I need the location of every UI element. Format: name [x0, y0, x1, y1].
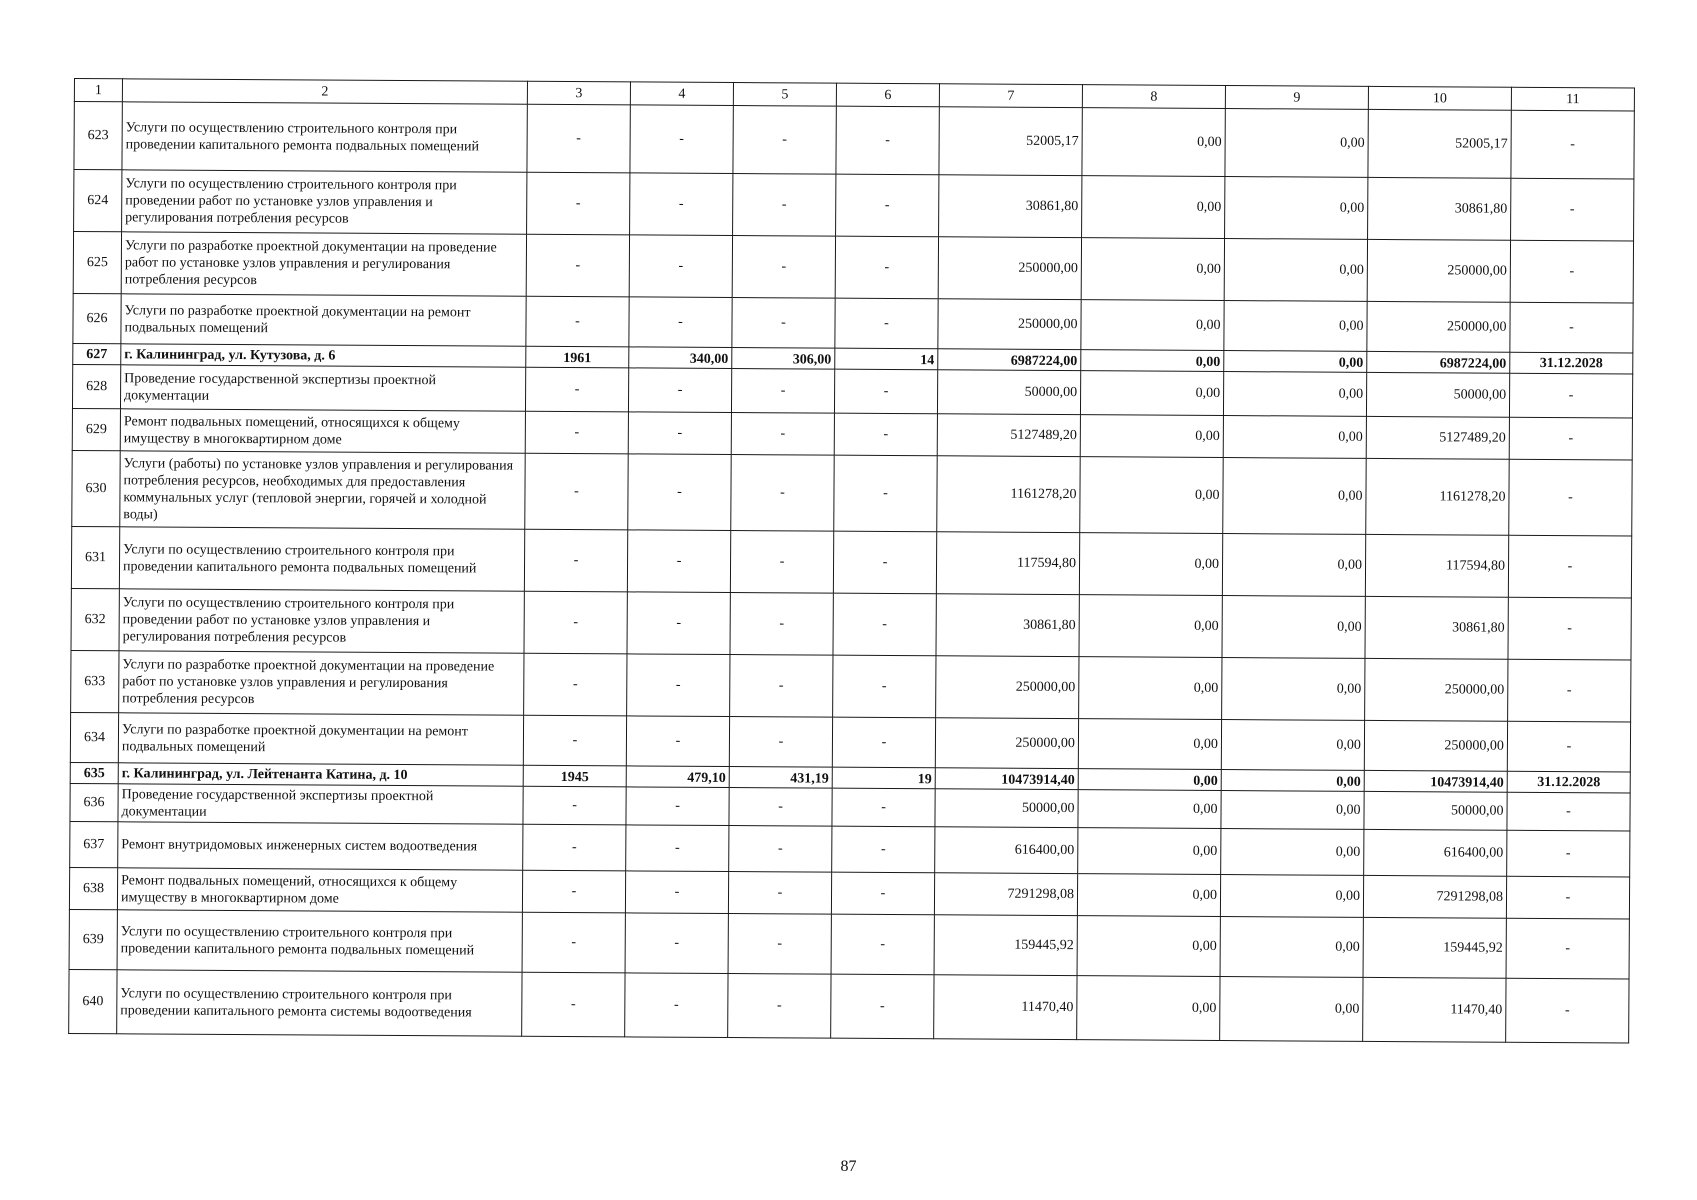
- area-living-cell: -: [732, 298, 835, 349]
- cost-col9-cell: 0,00: [1220, 977, 1363, 1042]
- row-number: 638: [69, 867, 117, 909]
- row-number: 635: [70, 762, 118, 783]
- year-cell: -: [523, 824, 626, 871]
- work-description: Ремонт внутридомовых инженерных систем водоотведения: [118, 822, 523, 870]
- area-living-cell: -: [729, 717, 832, 768]
- area-total-cell: -: [628, 412, 731, 455]
- cost-col10-cell: 30861,80: [1365, 596, 1508, 659]
- work-description: Услуги по осуществлению строительного контроля при проведении капитального ремонта системы водоотведения: [117, 970, 522, 1036]
- budget-table: [68, 78, 1635, 1044]
- table-row: [71, 650, 1631, 722]
- row-number: 632: [71, 588, 119, 650]
- row-number: 623: [74, 102, 122, 170]
- residents-cell: -: [833, 593, 936, 656]
- deadline-cell: 31.12.2028: [1507, 771, 1630, 793]
- deadline-cell: -: [1508, 535, 1631, 598]
- residents-cell: -: [834, 455, 937, 532]
- table-row: [71, 588, 1631, 660]
- work-description: Услуги по осуществлению строительного контроля при проведении капитального ремонта подвальных помещений: [122, 102, 527, 172]
- header-cell: 10: [1368, 86, 1511, 110]
- area-living-cell: -: [731, 455, 834, 532]
- year-cell: -: [523, 715, 626, 766]
- area-total-cell: -: [627, 654, 730, 717]
- residents-cell: -: [831, 974, 934, 1039]
- total-cost-cell: 11470,40: [934, 975, 1077, 1040]
- area-total-cell: -: [630, 105, 733, 174]
- residents-cell: 14: [835, 348, 938, 370]
- cost-col8-cell: 0,00: [1078, 828, 1221, 875]
- area-total-cell: 479,10: [626, 766, 729, 788]
- area-living-cell: -: [729, 788, 832, 827]
- residents-cell: -: [833, 531, 936, 594]
- work-description: Услуги по осуществлению строительного контроля при проведении капитального ремонта подвальных помещений: [119, 527, 524, 591]
- area-living-cell: -: [731, 369, 834, 414]
- total-cost-cell: 5127489,20: [937, 414, 1080, 457]
- area-living-cell: 306,00: [732, 348, 835, 370]
- total-cost-cell: 616400,00: [935, 827, 1078, 874]
- work-description: г. Калининград, ул. Кутузова, д. 6: [121, 344, 526, 367]
- area-total-cell: -: [628, 454, 731, 531]
- area-total-cell: -: [626, 716, 729, 767]
- year-cell: 1945: [523, 765, 626, 787]
- total-cost-cell: 250000,00: [935, 718, 1078, 769]
- area-total-cell: -: [627, 592, 730, 655]
- deadline-cell: -: [1511, 110, 1634, 179]
- cost-col10-cell: 10473914,40: [1364, 770, 1507, 792]
- table-row: [74, 170, 1634, 242]
- cost-col9-cell: 0,00: [1224, 301, 1367, 352]
- cost-col8-cell: 0,00: [1079, 595, 1222, 658]
- cost-col10-cell: 30861,80: [1368, 177, 1511, 240]
- cost-col8-cell: 0,00: [1081, 350, 1224, 372]
- deadline-cell: -: [1508, 597, 1631, 660]
- row-number: 639: [69, 909, 117, 969]
- header-cell: 7: [939, 84, 1082, 108]
- cost-col8-cell: 0,00: [1082, 108, 1225, 177]
- work-description: Услуги по осуществлению строительного контроля при проведении работ по установке узлов управления и регулирования потребления ресурсов: [119, 589, 524, 653]
- year-cell: -: [526, 296, 629, 347]
- deadline-cell: 31.12.2028: [1510, 352, 1633, 374]
- row-number: 637: [70, 821, 118, 867]
- header-cell: 3: [527, 81, 630, 105]
- cost-col9-cell: 0,00: [1224, 351, 1367, 373]
- deadline-cell: -: [1510, 302, 1633, 353]
- area-living-cell: -: [730, 531, 833, 594]
- area-total-cell: -: [628, 368, 731, 413]
- row-number: 625: [73, 232, 121, 294]
- cost-col10-cell: 1161278,20: [1366, 458, 1509, 535]
- area-living-cell: -: [728, 974, 831, 1039]
- cost-col10-cell: 11470,40: [1363, 977, 1506, 1042]
- cost-col8-cell: 0,00: [1081, 238, 1224, 301]
- total-cost-cell: 10473914,40: [935, 768, 1078, 790]
- cost-col8-cell: 0,00: [1077, 874, 1220, 917]
- year-cell: -: [524, 653, 627, 716]
- row-number: 628: [72, 364, 120, 408]
- residents-cell: -: [832, 788, 935, 827]
- cost-col10-cell: 250000,00: [1367, 239, 1510, 302]
- row-number: 627: [73, 343, 121, 364]
- work-description: Услуги по осуществлению строительного контроля при проведении капитального ремонта подвальных помещений: [117, 910, 522, 972]
- cost-col10-cell: 6987224,00: [1367, 351, 1510, 373]
- total-cost-cell: 250000,00: [938, 237, 1081, 300]
- header-cell: 4: [630, 82, 733, 106]
- deadline-cell: -: [1507, 830, 1630, 877]
- area-total-cell: -: [627, 530, 730, 593]
- deadline-cell: -: [1506, 918, 1629, 979]
- residents-cell: -: [833, 655, 936, 718]
- cost-col8-cell: 0,00: [1078, 769, 1221, 791]
- cost-col10-cell: 616400,00: [1364, 829, 1507, 876]
- area-living-cell: -: [733, 174, 836, 237]
- cost-col9-cell: 0,00: [1221, 791, 1364, 830]
- year-cell: -: [524, 529, 627, 592]
- row-number: 626: [73, 293, 121, 343]
- total-cost-cell: 117594,80: [936, 532, 1079, 595]
- cost-col9-cell: 0,00: [1220, 917, 1363, 978]
- cost-col10-cell: 250000,00: [1367, 301, 1510, 352]
- cost-col8-cell: 0,00: [1077, 916, 1220, 977]
- header-cell: 2: [122, 79, 527, 104]
- row-number: 630: [72, 450, 120, 526]
- area-total-cell: -: [630, 173, 733, 236]
- deadline-cell: -: [1509, 373, 1632, 418]
- cost-col9-cell: 0,00: [1221, 829, 1364, 876]
- total-cost-cell: 50000,00: [935, 789, 1078, 828]
- cost-col9-cell: 0,00: [1223, 416, 1366, 459]
- residents-cell: -: [832, 717, 935, 768]
- deadline-cell: -: [1509, 417, 1632, 460]
- area-total-cell: -: [626, 787, 729, 826]
- residents-cell: -: [834, 369, 937, 414]
- year-cell: -: [527, 172, 630, 235]
- work-description: г. Калининград, ул. Лейтенанта Катина, д. 10: [118, 763, 523, 786]
- deadline-cell: -: [1507, 721, 1630, 772]
- cost-col10-cell: 50000,00: [1364, 791, 1507, 830]
- cost-col10-cell: 5127489,20: [1366, 416, 1509, 459]
- total-cost-cell: 30861,80: [936, 594, 1079, 657]
- table-row: [73, 232, 1633, 304]
- residents-cell: -: [836, 106, 939, 175]
- area-total-cell: -: [629, 297, 732, 348]
- header-cell: 8: [1082, 85, 1225, 109]
- cost-col9-cell: 0,00: [1225, 109, 1368, 178]
- total-cost-cell: 50000,00: [937, 370, 1080, 415]
- area-total-cell: -: [625, 913, 728, 974]
- year-cell: -: [526, 234, 629, 297]
- deadline-cell: -: [1506, 978, 1629, 1043]
- year-cell: -: [527, 104, 630, 173]
- year-cell: -: [525, 453, 628, 530]
- table-row: [74, 102, 1634, 180]
- total-cost-cell: 250000,00: [938, 299, 1081, 350]
- area-total-cell: -: [629, 235, 732, 298]
- residents-cell: -: [831, 872, 934, 915]
- cost-col9-cell: 0,00: [1221, 720, 1364, 771]
- header-cell: 9: [1225, 86, 1368, 110]
- cost-col8-cell: 0,00: [1078, 790, 1221, 829]
- area-living-cell: 431,19: [729, 767, 832, 789]
- residents-cell: 19: [832, 767, 935, 789]
- header-cell: 11: [1511, 87, 1634, 111]
- work-description: Услуги по осуществлению строительного контроля при проведении работ по установке узлов управления и регулирования потребления ресурсов: [122, 170, 527, 234]
- residents-cell: -: [831, 914, 934, 975]
- cost-col10-cell: 159445,92: [1363, 917, 1506, 978]
- year-cell: 1961: [526, 346, 629, 368]
- cost-col9-cell: 0,00: [1223, 372, 1366, 417]
- total-cost-cell: 1161278,20: [937, 456, 1080, 533]
- deadline-cell: -: [1508, 659, 1631, 722]
- total-cost-cell: 30861,80: [939, 175, 1082, 238]
- table-row: [71, 526, 1631, 598]
- deadline-cell: -: [1509, 459, 1632, 536]
- area-living-cell: -: [731, 413, 834, 456]
- total-cost-cell: 6987224,00: [938, 349, 1081, 371]
- cost-col10-cell: 50000,00: [1366, 372, 1509, 417]
- row-number: 633: [71, 650, 119, 712]
- row-number: 640: [69, 969, 117, 1033]
- total-cost-cell: 7291298,08: [934, 873, 1077, 916]
- total-cost-cell: 52005,17: [939, 107, 1082, 176]
- header-cell: 5: [733, 83, 836, 107]
- cost-col8-cell: 0,00: [1081, 300, 1224, 351]
- deadline-cell: -: [1511, 178, 1634, 241]
- area-total-cell: 340,00: [629, 347, 732, 369]
- residents-cell: -: [832, 826, 935, 873]
- work-description: Услуги по разработке проектной документации на ремонт подвальных помещений: [118, 713, 523, 765]
- area-total-cell: -: [625, 973, 728, 1038]
- year-cell: -: [522, 972, 625, 1037]
- area-total-cell: -: [626, 825, 729, 872]
- cost-col9-cell: 0,00: [1225, 177, 1368, 240]
- residents-cell: -: [835, 298, 938, 349]
- residents-cell: -: [836, 174, 939, 237]
- work-description: Услуги по разработке проектной документации на проведение работ по установке узлов управления и регулирования потребления ресурсов: [119, 651, 524, 715]
- row-number: 634: [70, 712, 118, 762]
- work-description: Ремонт подвальных помещений, относящихся к общему имуществу в многоквартирном доме: [120, 409, 525, 453]
- deadline-cell: -: [1510, 240, 1633, 303]
- year-cell: -: [522, 870, 625, 913]
- cost-col9-cell: 0,00: [1221, 770, 1364, 792]
- cost-col8-cell: 0,00: [1077, 976, 1220, 1041]
- deadline-cell: -: [1507, 792, 1630, 831]
- cost-col8-cell: 0,00: [1080, 371, 1223, 416]
- year-cell: -: [522, 912, 625, 973]
- cost-col10-cell: 250000,00: [1365, 658, 1508, 721]
- table-body: [69, 79, 1635, 1044]
- deadline-cell: -: [1506, 876, 1629, 919]
- row-number: 631: [71, 526, 119, 588]
- work-description: Услуги по разработке проектной документации на проведение работ по установке узлов управления и регулирования потребления ресурсов: [121, 232, 526, 296]
- area-living-cell: -: [730, 655, 833, 718]
- cost-col9-cell: 0,00: [1222, 534, 1365, 597]
- work-description: Проведение государственной экспертизы проектной документации: [120, 365, 525, 411]
- document-sheet: [68, 78, 1634, 1044]
- cost-col9-cell: 0,00: [1223, 458, 1366, 535]
- cost-col10-cell: 117594,80: [1365, 534, 1508, 597]
- area-living-cell: -: [729, 826, 832, 873]
- area-total-cell: -: [625, 871, 728, 914]
- residents-cell: -: [834, 413, 937, 456]
- year-cell: -: [525, 411, 628, 454]
- area-living-cell: -: [732, 236, 835, 299]
- area-living-cell: -: [728, 914, 831, 975]
- total-cost-cell: 159445,92: [934, 915, 1077, 976]
- area-living-cell: -: [730, 593, 833, 656]
- row-number: 624: [74, 170, 122, 232]
- cost-col8-cell: 0,00: [1080, 415, 1223, 458]
- header-cell: 6: [836, 83, 939, 107]
- cost-col9-cell: 0,00: [1220, 875, 1363, 918]
- cost-col10-cell: 52005,17: [1368, 109, 1511, 178]
- table-row: [69, 909, 1629, 979]
- work-description: Проведение государственной экспертизы проектной документации: [118, 784, 523, 824]
- row-number: 636: [70, 783, 118, 821]
- cost-col8-cell: 0,00: [1079, 533, 1222, 596]
- year-cell: -: [525, 367, 628, 412]
- year-cell: -: [523, 786, 626, 825]
- cost-col10-cell: 250000,00: [1364, 720, 1507, 771]
- cost-col9-cell: 0,00: [1222, 658, 1365, 721]
- header-cell: 1: [74, 79, 122, 102]
- page-number: 87: [840, 1158, 857, 1175]
- cost-col9-cell: 0,00: [1224, 239, 1367, 302]
- year-cell: -: [524, 591, 627, 654]
- work-description: Ремонт подвальных помещений, относящихся к общему имуществу в многоквартирном доме: [117, 868, 522, 912]
- total-cost-cell: 250000,00: [936, 656, 1079, 719]
- table-row: [72, 450, 1632, 536]
- work-description: Услуги по разработке проектной документации на ремонт подвальных помещений: [121, 294, 526, 346]
- cost-col8-cell: 0,00: [1078, 719, 1221, 770]
- area-living-cell: -: [728, 872, 831, 915]
- cost-col8-cell: 0,00: [1080, 457, 1223, 534]
- table-row: [69, 969, 1629, 1043]
- work-description: Услуги (работы) по установке узлов управления и регулирования потребления ресурсов, необходимых для предоставления коммунальных услуг (тепловой энергии, горячей и холодной воды): [120, 451, 525, 529]
- cost-col8-cell: 0,00: [1079, 657, 1222, 720]
- cost-col10-cell: 7291298,08: [1363, 875, 1506, 918]
- area-living-cell: -: [733, 106, 836, 175]
- row-number: 629: [72, 408, 120, 450]
- residents-cell: -: [835, 236, 938, 299]
- cost-col8-cell: 0,00: [1082, 176, 1225, 239]
- cost-col9-cell: 0,00: [1222, 596, 1365, 659]
